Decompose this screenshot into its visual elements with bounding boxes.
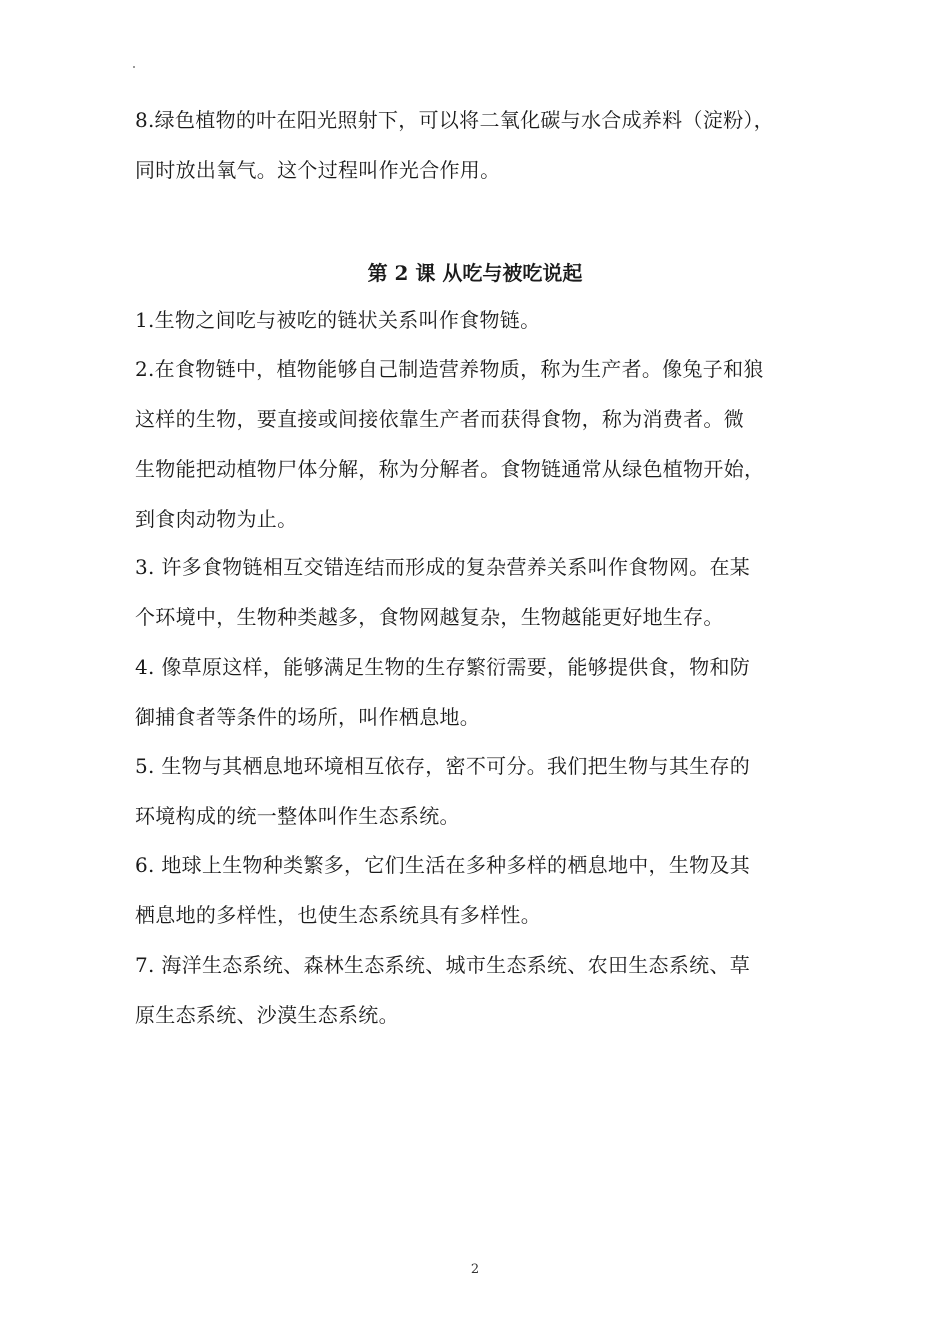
text-line: 3. 许多食物链相互交错连结而形成的复杂营养关系叫作食物网。在某 [135,555,751,579]
paragraph-item-2 [135,344,825,544]
text-line: 栖息地的多样性，也使生态系统具有多样性。 [135,903,541,927]
scan-dot-mark [133,66,135,68]
paragraph-item-8 [135,95,825,195]
paragraph-item-5 [135,741,825,841]
text-line: 这样的生物，要直接或间接依靠生产者而获得食物，称为消费者。微 [135,407,744,431]
paragraph-item-6 [135,840,825,940]
paragraph-item-3 [135,542,825,642]
text-line: 生物能把动植物尸体分解，称为分解者。食物链通常从绿色植物开始， [135,457,765,481]
text-line: 5. 生物与其栖息地环境相互依存，密不可分。我们把生物与其生存的 [135,754,751,778]
text-line: 1.生物之间吃与被吃的链状关系叫作食物链。 [135,308,541,332]
text-line: 环境构成的统一整体叫作生态系统。 [135,804,460,828]
text-line: 原生态系统、沙漠生态系统。 [135,1003,399,1027]
text-line: 6. 地球上生物种类繁多，它们生活在多种多样的栖息地中，生物及其 [135,853,751,877]
text-line: 御捕食者等条件的场所，叫作栖息地。 [135,705,481,729]
text-line: 4. 像草原这样，能够满足生物的生存繁衍需要，能够提供食，物和防 [135,655,751,679]
page-number: 2 [470,1262,480,1277]
text-line: 到食肉动物为止。 [135,507,298,531]
paragraph-item-7 [135,940,825,1040]
paragraph-item-1 [135,295,825,345]
text-line: 8.绿色植物的叶在阳光照射下，可以将二氧化碳与水合成养料（淀粉）， [135,108,774,132]
text-line: 7. 海洋生态系统、森林生态系统、城市生态系统、农田生态系统、草 [135,953,751,977]
text-line: 同时放出氧气。这个过程叫作光合作用。 [135,158,501,182]
text-line: 2.在食物链中，植物能够自己制造营养物质，称为生产者。像兔子和狼 [135,357,764,381]
lesson-title: 第 2 课 从吃与被吃说起 [367,261,583,285]
paragraph-item-4 [135,642,825,742]
text-line: 个环境中，生物种类越多，食物网越复杂，生物越能更好地生存。 [135,605,724,629]
